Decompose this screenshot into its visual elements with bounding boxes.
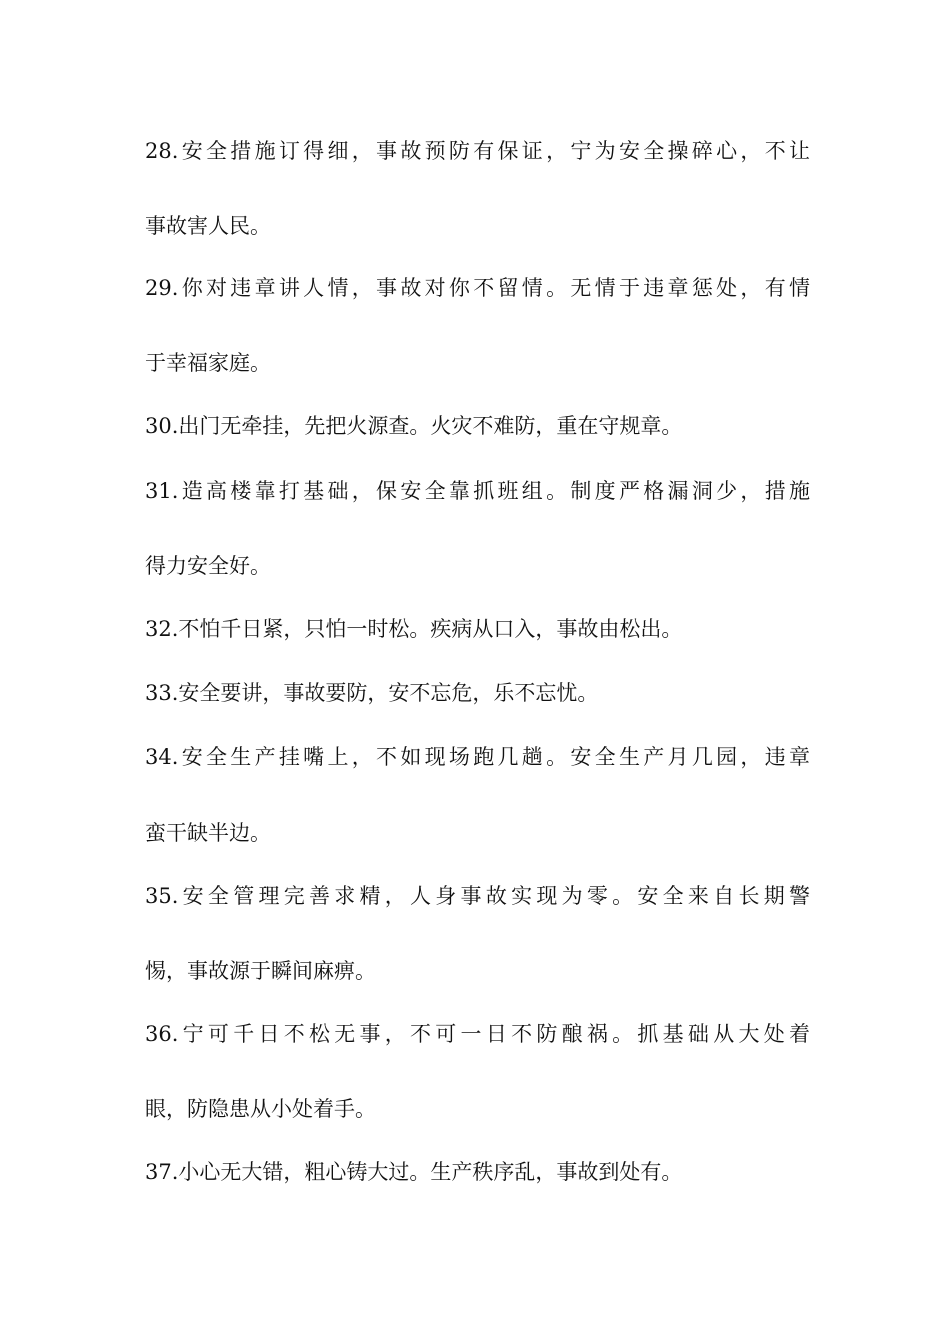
slogan-33-line-1: 33.安全要讲，事故要防，安不忘危，乐不忘忧。	[145, 681, 599, 705]
slogan-35-line-2: 惕，事故源于瞬间麻痹。	[145, 959, 376, 983]
slogan-36-line-1: 36.宁可千日不松无事，不可一日不防酿祸。抓基础从大处着	[145, 1022, 810, 1046]
slogan-28-line-1: 28.安全措施订得细，事故预防有保证，宁为安全操碎心，不让	[145, 139, 810, 163]
slogan-29-line-2: 于幸福家庭。	[145, 351, 271, 375]
slogan-31-line-1: 31.造高楼靠打基础，保安全靠抓班组。制度严格漏洞少，措施	[145, 479, 810, 503]
slogan-36-line-2: 眼，防隐患从小处着手。	[145, 1097, 376, 1121]
slogan-31-line-2: 得力安全好。	[145, 554, 271, 578]
slogan-30-line-1: 30.出门无牵挂，先把火源查。火灾不难防，重在守规章。	[145, 414, 683, 438]
slogan-28-line-2: 事故害人民。	[145, 214, 271, 238]
slogan-37-line-1: 37.小心无大错，粗心铸大过。生产秩序乱，事故到处有。	[145, 1160, 683, 1184]
slogan-32-line-1: 32.不怕千日紧，只怕一时松。疾病从口入，事故由松出。	[145, 617, 683, 641]
slogan-29-line-1: 29.你对违章讲人情，事故对你不留情。无情于违章惩处，有情	[145, 276, 810, 300]
slogan-35-line-1: 35.安全管理完善求精，人身事故实现为零。安全来自长期警	[145, 884, 810, 908]
slogan-34-line-2: 蛮干缺半边。	[145, 821, 271, 845]
slogan-34-line-1: 34.安全生产挂嘴上，不如现场跑几趟。安全生产月几园，违章	[145, 745, 810, 769]
